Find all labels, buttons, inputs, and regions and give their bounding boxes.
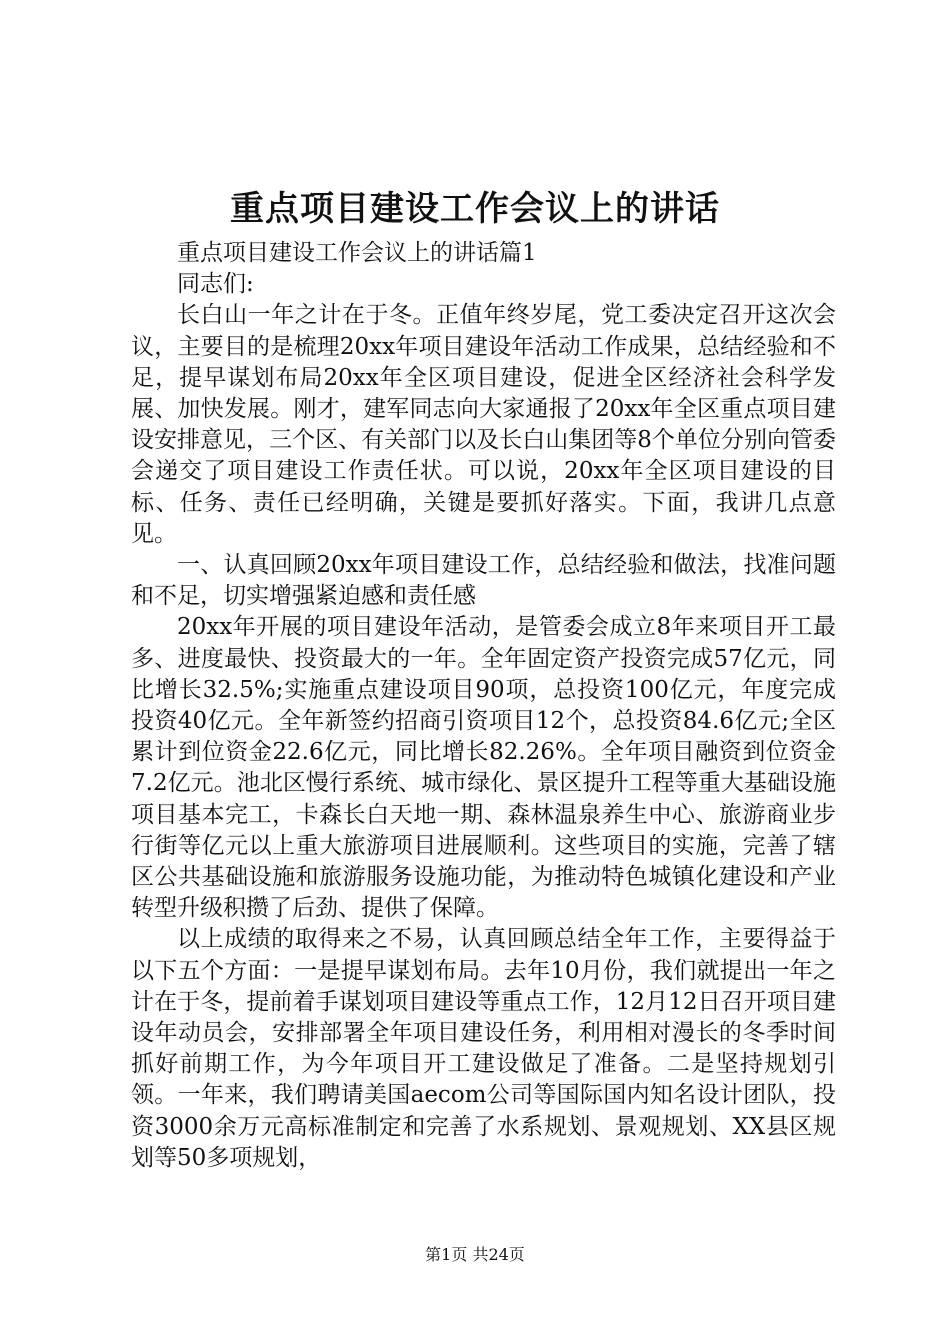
section-heading: 重点项目建设工作会议上的讲话篇1	[177, 240, 537, 266]
page-number-footer: 第1页 共24页	[425, 1245, 525, 1264]
paragraph-heading-one: 一、认真回顾20xx年项目建设工作，总结经验和做法，找准问题和不足，切实增强紧迫感和责任感	[131, 552, 836, 610]
paragraph-reasons: 以上成绩的取得来之不易，认真回顾总结全年工作，主要得益于以下五个方面：一是提早谋划布局。去年10月份，我们就提出一年之计在于冬，提前着手谋划项目建设等重点工作，12月12日召开项目建设年动员会，安排部署全年项目建设任务，利用相对漫长的冬季时间抓好前期工作，为今年项目开工建设做足了准备。二是坚持规划引领。一年来，我们聘请美国aecom公司等国际国内知名设计团队，投资3000余万元高标准制定和完善了水系规划、景观规划、XX县区规划等50多项规划，	[131, 926, 836, 1171]
salutation: 同志们:	[177, 271, 254, 298]
page-title: 重点项目建设工作会议上的讲话	[230, 189, 720, 229]
document-body	[131, 238, 836, 1174]
paragraph-achievements: 20xx年开展的项目建设年活动，是管委会成立8年来项目开工最多、进度最快、投资最大的一年。全年固定资产投资完成57亿元，同比增长32.5%;实施重点建设项目90项，总投资100亿元，年度完成投资40亿元。全年新签约招商引资项目12个，总投资84.6亿元;全区累计到位资金22.6亿元，同比增长82.26%。全年项目融资到位资金7.2亿元。池北区慢行系统、城市绿化、景区提升工程等重大基础设施项目基本完工，卡森长白天地一期、森林温泉养生中心、旅游商业步行街等亿元以上重大旅游项目进展顺利。这些项目的实施，完善了辖区公共基础设施和旅游服务设施功能，为推动特色城镇化建设和产业转型升级积攒了后劲、提供了保障。	[131, 614, 836, 922]
paragraph-intro: 长白山一年之计在于冬。正值年终岁尾，党工委决定召开这次会议，主要目的是梳理20xx年项目建设年活动工作成果，总结经验和不足，提早谋划布局20xx年全区项目建设，促进全区经济社会科学发展、加快发展。刚才，建军同志向大家通报了20xx年全区重点项目建设安排意见，三个区、有关部门以及长白山集团等8个单位分别向管委会递交了项目建设工作责任状。可以说，20xx年全区项目建设的目标、任务、责任已经明确，关键是要抓好落实。下面，我讲几点意见。	[131, 302, 836, 547]
